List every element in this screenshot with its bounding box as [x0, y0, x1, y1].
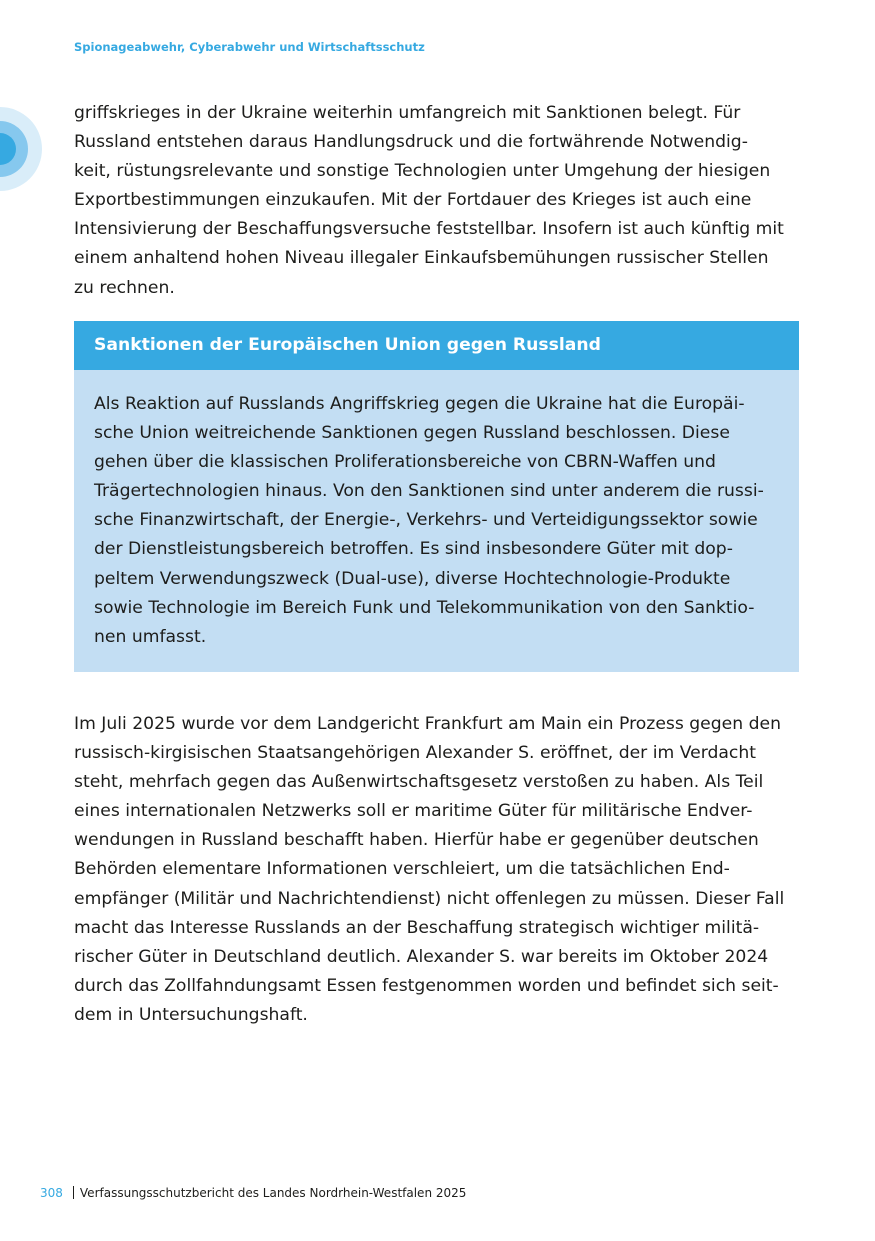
text-line: wendungen in Russland beschafft haben. Hierfür habe er gegenüber deutschen [74, 830, 759, 851]
publication-title: Verfassungsschutzbericht des Landes Nordrhein-Westfalen 2025 [79, 1186, 467, 1200]
concentric-circles-decoration [0, 107, 42, 191]
text-line: dem in Untersuchungshaft. [74, 1004, 308, 1025]
text-line: sowie Technologie im Bereich Funk und Telekommunikation von den Sanktio- [94, 597, 755, 618]
text-line: rischer Güter in Deutschland deutlich. Alexander S. war bereits im Oktober 2024 [74, 946, 769, 967]
paragraph-court-case [74, 710, 804, 1030]
running-header: Spionageabwehr, Cyberabwehr und Wirtschaftsschutz [74, 40, 425, 54]
text-line: russisch-kirgisischen Staatsangehörigen Alexander S. eröffnet, der im Verdacht [74, 743, 756, 764]
text-line: macht das Interesse Russlands an der Beschaffung strategisch wichtiger militä- [74, 917, 760, 938]
paragraph-intro [74, 99, 804, 303]
page-number: 308 [40, 1186, 63, 1200]
text-line: Behörden elementare Informationen verschleiert, um die tatsächlichen End- [74, 859, 730, 880]
text-line: griffskrieges in der Ukraine weiterhin umfangreich mit Sanktionen belegt. Für [74, 103, 741, 123]
infobox-title: Sanktionen der Europäischen Union gegen Russland [74, 321, 799, 370]
text-line: empfänger (Militär und Nachrichtendienst) nicht offenlegen zu müssen. Dieser Fall [74, 888, 785, 909]
footer-divider [73, 1186, 74, 1199]
infobox-body [94, 390, 784, 652]
text-line: Russland entstehen daraus Handlungsdruck und die fortwährende Notwendig- [74, 132, 748, 153]
text-line: Exportbestimmungen einzukaufen. Mit der Fortdauer des Krieges ist auch eine [74, 190, 752, 211]
text-line: keit, rüstungsrelevante und sonstige Technologien unter Umgehung der hiesigen [74, 161, 771, 182]
text-line: einem anhaltend hohen Niveau illegaler Einkaufsbemühungen russischer Stellen [74, 248, 769, 269]
text-line: peltem Verwendungszweck (Dual-use), diverse Hochtechnologie-Produkte [94, 568, 731, 589]
text-line: Im Juli 2025 wurde vor dem Landgericht Frankfurt am Main ein Prozess gegen den [74, 714, 781, 734]
text-line: zu rechnen. [74, 277, 175, 298]
text-line: Als Reaktion auf Russlands Angriffskrieg gegen die Ukraine hat die Europäi- [94, 394, 745, 414]
text-line: sche Finanzwirtschaft, der Energie-, Verkehrs- und Verteidigungssektor sowie [94, 510, 758, 531]
text-line: eines internationalen Netzwerks soll er maritime Güter für militärische Endver- [74, 801, 753, 822]
text-line: nen umfasst. [94, 626, 207, 647]
text-line: sche Union weitreichende Sanktionen gegen Russland beschlossen. Diese [94, 423, 730, 444]
text-line: Trägertechnologien hinaus. Von den Sanktionen sind unter anderem die russi- [94, 481, 764, 502]
sanctions-infobox [74, 321, 799, 672]
text-line: steht, mehrfach gegen das Außenwirtschaftsgesetz verstoßen zu haben. Als Teil [74, 772, 764, 793]
text-line: Intensivierung der Beschaffungsversuche feststellbar. Insofern ist auch künftig mit [74, 219, 784, 240]
text-line: der Dienstleistungsbereich betroffen. Es sind insbesondere Güter mit dop- [94, 539, 733, 560]
page-footer [40, 1186, 466, 1200]
text-line: gehen über die klassischen Proliferationsbereiche von CBRN-Waffen und [94, 452, 716, 473]
text-line: durch das Zollfahndungsamt Essen festgenommen worden und befindet sich seit- [74, 975, 779, 996]
